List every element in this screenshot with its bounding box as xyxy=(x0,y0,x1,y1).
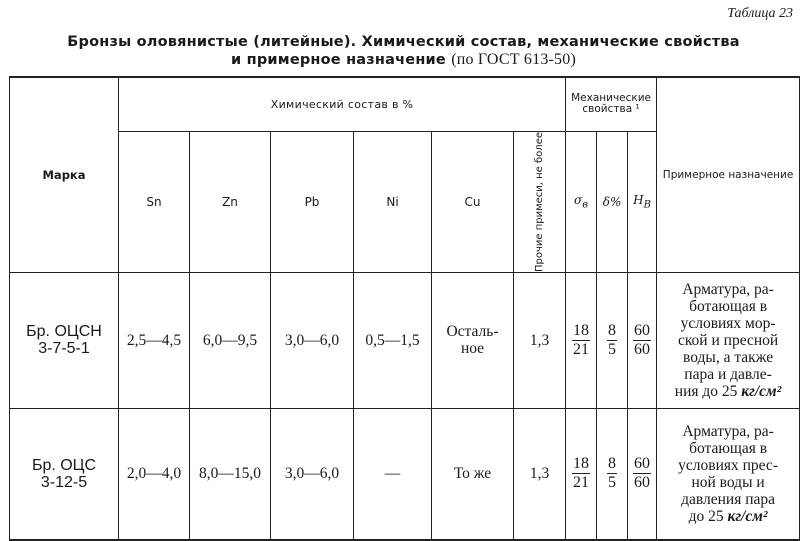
row-2-delta: $\frac{8}{5}$ xyxy=(597,408,628,540)
row-1-hb: $\frac{60}{60}$ xyxy=(628,272,657,408)
header-purpose: Примерное назначение xyxy=(657,77,800,272)
row-1-marka: Бр. ОЦСН 3-7-5-1 xyxy=(10,272,119,408)
header-cu: Cu xyxy=(432,131,514,272)
row-1-cu: Осталь- ное xyxy=(432,272,514,408)
header-hb: $H_B$ xyxy=(628,131,657,272)
row-2-zn: 8,0—15,0 xyxy=(190,408,271,540)
row-1-ni: 0,5—1,5 xyxy=(354,272,432,408)
row-2-sigma: $\frac{18}{21}$ xyxy=(566,408,597,540)
header-other-text: Прочие примеси, не более xyxy=(534,131,546,272)
row-2-other: 1,3 xyxy=(514,408,566,540)
bronze-table xyxy=(9,76,800,541)
row-1-sigma: $\frac{18}{21}$ xyxy=(566,272,597,408)
row-2-sn: 2,0—4,0 xyxy=(119,408,190,540)
header-zn: Zn xyxy=(190,131,271,272)
title-line-2-bold: и примерное назначение xyxy=(231,52,446,68)
header-pb: Pb xyxy=(271,131,354,272)
table-row xyxy=(10,272,800,408)
table-number: Таблица 23 xyxy=(727,6,793,21)
header-sn: Sn xyxy=(119,131,190,272)
row-1-zn: 6,0—9,5 xyxy=(190,272,271,408)
header-delta: δ% xyxy=(597,131,628,272)
header-marka: Марка xyxy=(10,77,119,272)
row-1-pb: 3,0—6,0 xyxy=(271,272,354,408)
title-line-2 xyxy=(0,51,807,69)
title-line-1: Бронзы оловянистые (литейные). Химический состав, механические свойства xyxy=(67,34,740,50)
row-2-cu: То же xyxy=(432,408,514,540)
table-row xyxy=(10,408,800,540)
row-1-purpose: Арматура, ра- ботающая в условиях мор- ской и пресной воды, а также пара и давле- ния до 25 кг/см² xyxy=(657,272,800,408)
row-1-delta: $\frac{8}{5}$ xyxy=(597,272,628,408)
row-2-pb: 3,0—6,0 xyxy=(271,408,354,540)
row-2-marka: Бр. ОЦС 3-12-5 xyxy=(10,408,119,540)
header-chem-group: Химический состав в % xyxy=(119,77,566,131)
row-1-sn: 2,5—4,5 xyxy=(119,272,190,408)
header-sigma: $\sigma_в$ xyxy=(566,131,597,272)
row-2-purpose: Арматура, ра- ботающая в условиях прес- ной воды и давления пара до 25 кг/см² xyxy=(657,408,800,540)
header-ni: Ni xyxy=(354,131,432,272)
row-1-other: 1,3 xyxy=(514,272,566,408)
header-other xyxy=(514,131,566,272)
header-mech-group: Механические свойства ¹ xyxy=(566,77,657,131)
title-line-2-normal: (по ГОСТ 613-50) xyxy=(451,51,576,68)
row-2-ni: — xyxy=(354,408,432,540)
page-title xyxy=(0,34,807,69)
row-2-hb: $\frac{60}{60}$ xyxy=(628,408,657,540)
